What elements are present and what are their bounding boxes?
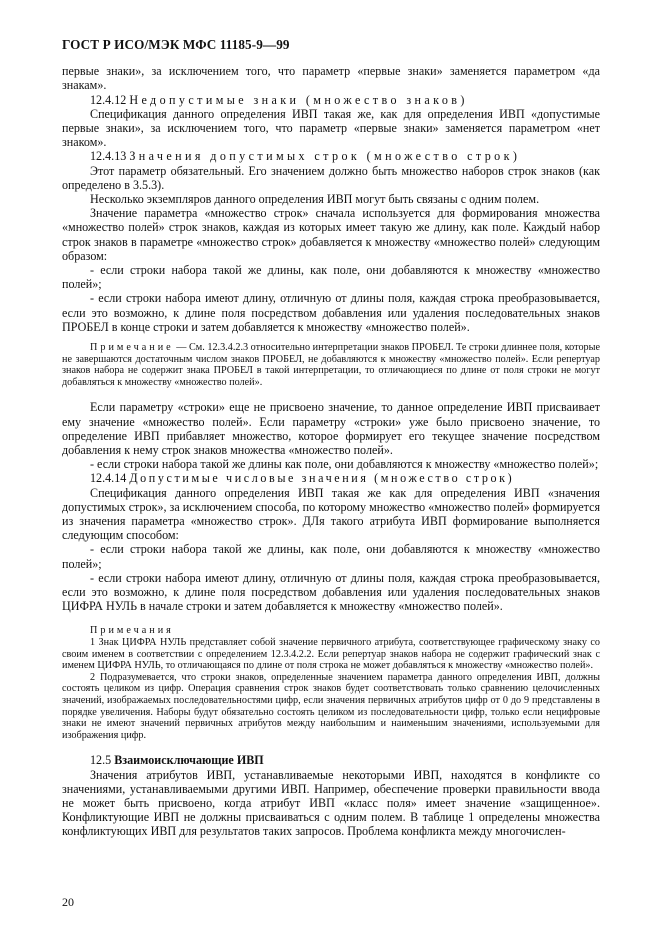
list-item: - если строки набора имеют длину, отличную от длины поля, каждая строка преобразовывается, если это возможно, к длине поля посредством добавления или удаления последовательных знаков ЦИФРА НУЛЬ в начале строки и затем добавляется к множеству «множество полей». <box>62 570 600 614</box>
section-title: Взаимоисключающие ИВП <box>114 753 264 768</box>
spacer <box>62 334 600 342</box>
running-header: ГОСТ Р ИСО/МЭК МФС 11185-9—99 <box>62 37 290 52</box>
paragraph: Значение параметра «множество строк» сначала используется для формирования множества «множество полей» строк знаков, каждая из которых имеет такую же длину, как поле. Каждый набор строк знаков в параметре «множество строк» добавляется к множеству «множество полей» следующим образом: <box>62 206 600 263</box>
section-number: 12.4.13 <box>90 149 127 164</box>
section-heading-12-4-13 <box>62 149 600 163</box>
paragraph: Спецификация данного определения ИВП такая же, как для определения ИВП «допустимые первые знаки», за исключением того, что параметр «первые знаки» заменяется параметром «нет знаком». <box>62 106 600 150</box>
section-title: Допустимые числовые значения (множество строк) <box>129 471 515 486</box>
paragraph: Несколько экземпляров данного определения ИВП могут быть связаны с одним полем. <box>90 192 540 207</box>
notes-heading <box>62 625 600 637</box>
section-number: 12.5 <box>90 753 112 768</box>
paragraph: Значения атрибутов ИВП, устанавливаемые некоторыми ИВП, находятся в конфликте со значениями, устанавливаемыми другими ИВП. Например, обеспечение проверки правильности ввода не может быть присвоено, когда атрибут ИВП «класс поля» имеет значение «защищенное». Конфликтующие ИВП не должны присваиваться с одним полем. В таблице 1 определены множества конфликтующих ИВП для результатов таких запросов. Проблема конфликта между многочислен- <box>62 767 600 839</box>
note <box>62 342 600 388</box>
paragraph: первые знаки», за исключением того, что параметр «первые знаки» заменяется параметром «да знакам». <box>62 64 600 93</box>
section-number: 12.4.14 <box>90 471 127 486</box>
section-heading-12-4-14 <box>62 471 600 485</box>
section-number: 12.4.12 <box>90 92 127 107</box>
section-heading-12-5 <box>62 753 600 767</box>
note-label: Примечание <box>90 342 174 354</box>
note-text: — См. 12.3.4.2.3 относительно интерпретации знаков ПРОБЕЛ. Те строки длиннее поля, которые не завершаются достаточным числом знаков ПРОБЕЛ, не добавляются к множеству «множество полей». Если репертуар знаков набора не содержит знака ПРОБЕЛ в такой интерпретации, то отличающиеся по длине от поля строки не могут добавляться к множеству «множество полей». <box>62 342 600 388</box>
spacer <box>62 388 600 400</box>
list-item: - если строки набора такой же длины, как поле, они добавляются к множеству «множество полей»; <box>62 263 600 292</box>
spacer <box>62 741 600 753</box>
paragraph: Спецификация данного определения ИВП такая же как для определения ИВП «значения допустимых строк», за исключением способа, по которому множество «множество полей» формируется из значения параметра «множество строк». ДЛя такого атрибута ИВП формирование выполняется следующим способом: <box>62 485 601 543</box>
section-title: Значения допустимых строк (множество строк) <box>129 149 521 164</box>
list-item: - если строки набора такой же длины как поле, они добавляются к множеству «множество полей»; <box>90 457 599 472</box>
section-title: Недопустимые знаки (множество знаков) <box>129 92 468 107</box>
spacer <box>62 613 600 625</box>
page-number: 20 <box>62 895 74 909</box>
note: 1 Знак ЦИФРА НУЛЬ представляет собой значение первичного атрибута, соответствующее графическому знаку со своим именем в соответствии с определением 12.3.4.2.2. Если репертуар знаков набора не содержит графический знак с именем ЦИФРА НУЛЬ, то отличающаяся по длине от поля строка не может добавляться к множеству «множество полей». <box>62 637 600 672</box>
notes-label: Примечания <box>90 625 174 637</box>
section-heading-12-4-12 <box>62 93 600 107</box>
list-item: - если строки набора имеют длину, отличную от длины поля, каждая строка преобразовывается, если это возможно, к длине поля посредством добавления или удаления последовательных знаков ПРОБЕЛ в конце строки и затем добавляется к множеству «множество полей». <box>62 291 600 334</box>
document-page <box>62 38 600 839</box>
paragraph: Если параметру «строки» еще не присвоено значение, то данное определение ИВП присваивает ему значение «множество полей». Если параметру «строки» уже было присвоено значение, то определение ИВП прибавляет множество, которое формирует его текущее значение посредством добавления к нему строк знаков множества «множество полей». <box>62 400 600 458</box>
paragraph: Этот параметр обязательный. Его значением должно быть множество наборов строк знаков (как определено в 3.5.3). <box>62 163 600 192</box>
note: 2 Подразумевается, что строки знаков, определенные значением параметра данного определения ИВП, должны состоять целиком из цифр. Операция сравнения строк знаков будет соответствовать только сравнению целочисленных значений, изображаемых последовательностями цифр, если значения первичных атрибутов цифр от 0 до 9 представлены в порядке увеличения. Наборы будут обязательно состоять целиком из последовательности цифр, только если нецифровые знаки не имеют значений первичных атрибутов между наибольшим и наименьшим значениями, используемыми для изображения цифр. <box>62 671 600 741</box>
list-item: - если строки набора такой же длины, как поле, они добавляются к множеству «множество полей»; <box>62 542 600 571</box>
